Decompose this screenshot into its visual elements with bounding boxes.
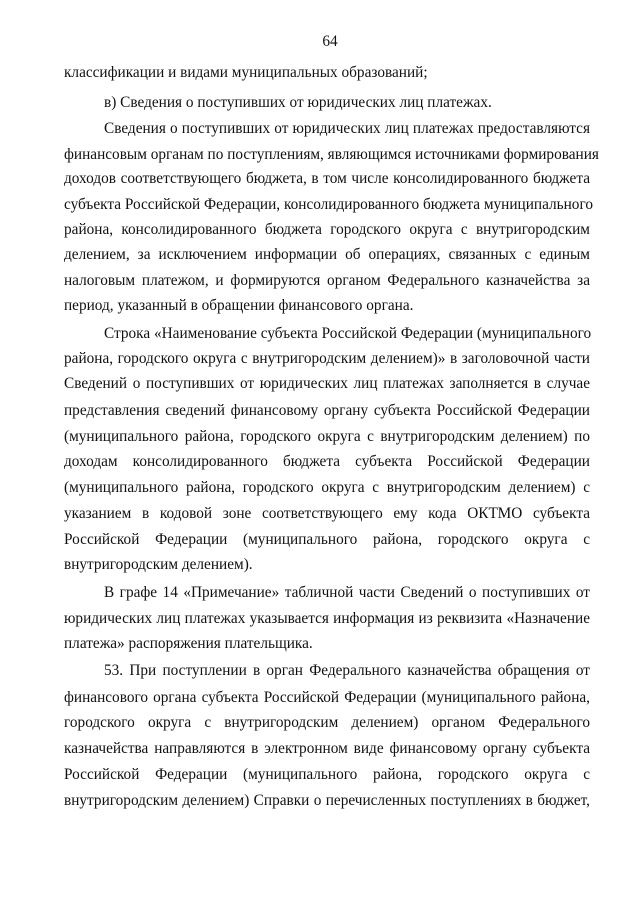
text-line: указанием в кодовой зоне соответствующего ему кода ОКТМО субъекта <box>64 505 590 522</box>
text-line: Сведений о поступивших от юридических лиц платежах заполняется в случае <box>64 375 590 392</box>
text-line: Строка «Наименование субъекта Российской Федерации (муниципального <box>104 325 592 342</box>
text-line: внутригородским делением). <box>64 556 253 573</box>
text-line: налоговым платежом, и формируются органом Федерального казначейства за <box>64 272 590 289</box>
text-line: финансового органа субъекта Российской Федерации (муниципального района, <box>64 689 590 706</box>
text-line: финансовым органам по поступлениям, являющимся источниками формирования <box>64 146 599 163</box>
text-line: юридических лиц платежах указывается информация из реквизита «Назначение <box>64 610 590 627</box>
text-line: района, городского округа с внутригородским делением)» в заголовочной части <box>64 350 590 367</box>
text-line: 53. При поступлении в орган Федерального казначейства обращения от <box>104 662 590 679</box>
text-line: классификации и видами муниципальных образований; <box>64 64 428 81</box>
text-line: представления сведений финансовому органу субъекта Российской Федерации <box>64 402 590 419</box>
text-line: (муниципального района, городского округа с внутригородским делением) по <box>64 428 590 445</box>
text-line: района, консолидированного бюджета городского округа с внутригородским <box>64 221 590 238</box>
text-line: казначейства направляются в электронном виде финансовому органу субъекта <box>64 740 590 757</box>
text-line: Российской Федерации (муниципального района, городского округа с <box>64 531 590 548</box>
page-number: 64 <box>322 33 338 50</box>
text-line: Сведения о поступивших от юридических лиц платежах предоставляются <box>104 120 590 137</box>
text-line: Российской Федерации (муниципального района, городского округа с <box>64 766 590 783</box>
section-heading: в) Сведения о поступивших от юридических лиц платежах. <box>104 94 492 111</box>
text-line: платежа» распоряжения плательщика. <box>64 635 313 652</box>
text-line: (муниципального района, городского округа с внутригородским делением) с <box>64 479 590 496</box>
text-line: субъекта Российской Федерации, консолидированного бюджета муниципального <box>64 196 593 213</box>
text-line: делением, за исключением информации об операциях, связанных с единым <box>64 246 590 263</box>
text-line: период, указанный в обращении финансового органа. <box>64 297 414 314</box>
text-line: городского округа с внутригородским делением) органом Федерального <box>64 714 590 731</box>
text-line: внутригородским делением) Справки о перечисленных поступлениях в бюджет, <box>64 792 590 809</box>
text-line: доходов соответствующего бюджета, в том числе консолидированного бюджета <box>64 170 590 187</box>
text-line: В графе 14 «Примечание» табличной части Сведений о поступивших от <box>104 584 590 601</box>
text-line: доходам консолидированного бюджета субъекта Российской Федерации <box>64 453 590 470</box>
